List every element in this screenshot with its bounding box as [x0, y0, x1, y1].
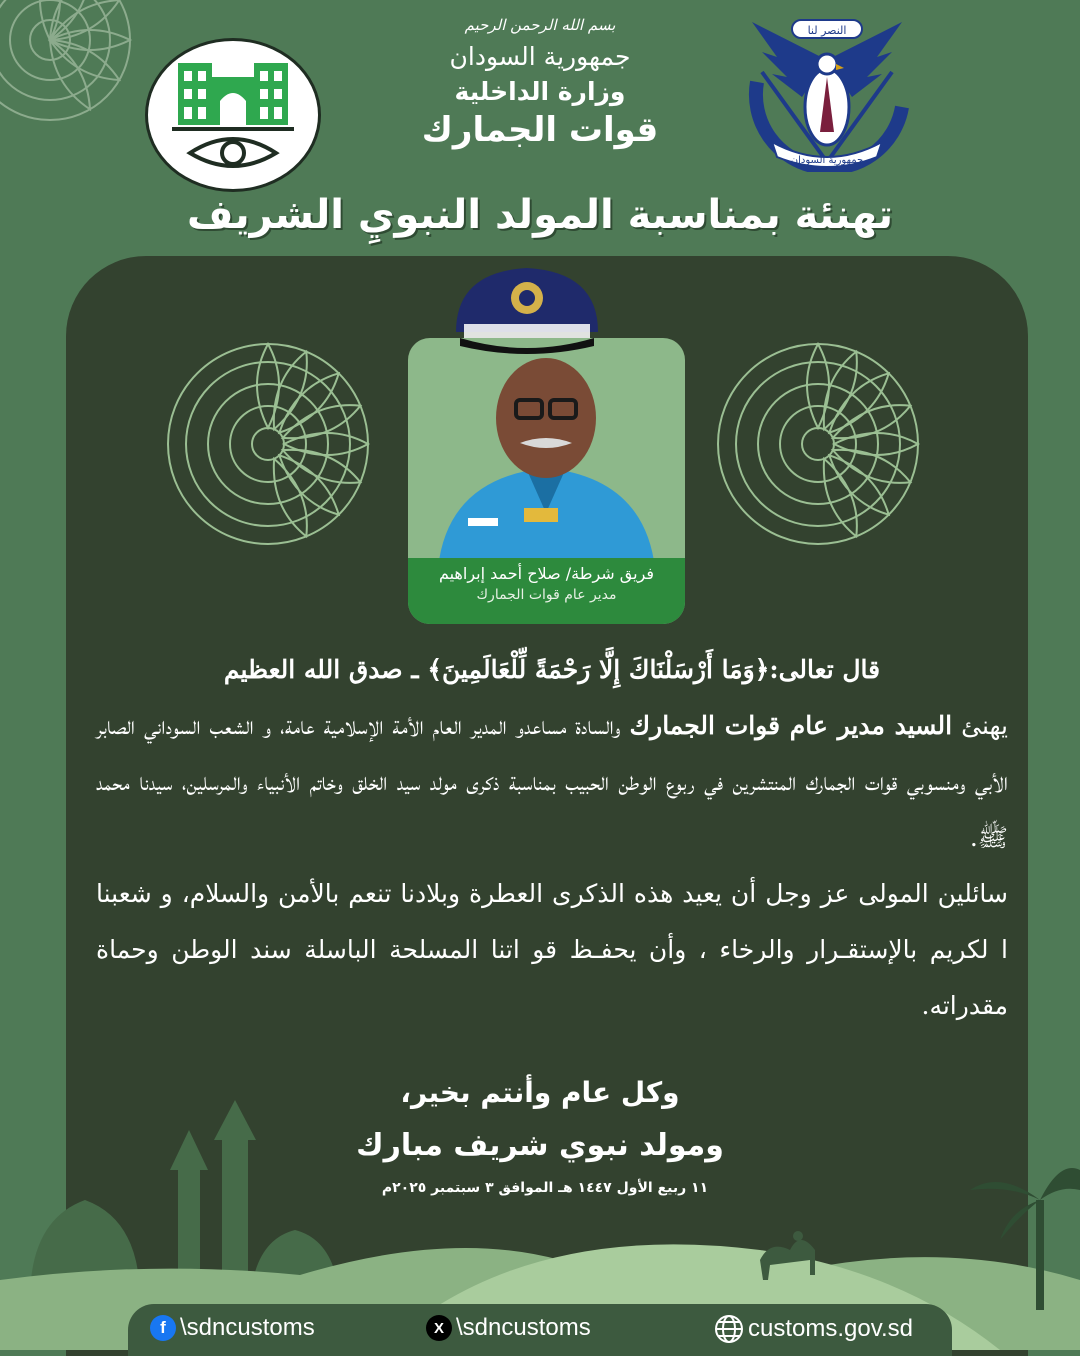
header	[330, 10, 750, 150]
director-name: فريق شرطة/ صلاح أحمد إبراهيم	[438, 564, 655, 583]
forces-name: قوات الجمارك	[421, 110, 659, 150]
message-paragraph-2: سائلين المولى عز وجل أن يعيد هذه الذكرى العطرة وبلادنا تنعم بالأمن والسلام، و شعبنا ا لكريم بالإستقـرار والرخاء ، وأن يحفـظ قو اتنا المسلحة الباسلة سند الوطن وحماة مقدراته.	[96, 879, 1008, 1020]
republic-name: جمهورية السودان	[449, 42, 631, 71]
director-caption	[408, 558, 685, 624]
quran-verse: قال تعالى:﴿وَمَا أَرْسَلْنَاكَ إِلَّا رَحْمَةً لِّلْعَالَمِينَ﴾ ـ صدق الله العظيم	[223, 655, 881, 684]
message-p1-prefix: يهنئ	[961, 711, 1008, 740]
right-mandala-ornament	[708, 334, 928, 554]
officer-cap	[446, 262, 608, 358]
message-p1-rest: والسادة مساعدو المدير العام الأمة الإسلامية عامة، و الشعب السوداني الصابر الأبي ومنسوبي قوات الجمارك المنتشرين في ربوع الوطن الحبيب بمناسبة ذكرى مولد سيد الخلق وخاتم الأنبياء والمرسلين، سيدنا محمد ﷺ.	[96, 711, 1008, 852]
emblem-top-text: النصر لنا	[807, 24, 847, 37]
date-line: ١١ ربيع الأول ١٤٤٧ هـ الموافق ٣ سبتمبر ٢٠٢٥م	[381, 1180, 709, 1196]
greeting-headline: تهنئة بمناسبة المولد النبويِ الشريف	[187, 192, 893, 238]
website-url: customs.gov.sd	[748, 1315, 913, 1342]
emblem-bottom-text: جمهورية السودان	[790, 155, 864, 166]
message-body	[96, 642, 1008, 1034]
facebook-icon: f	[150, 1315, 176, 1341]
customs-forces-logo	[145, 38, 321, 192]
x-link[interactable]	[426, 1314, 591, 1342]
x-icon: X	[426, 1315, 452, 1341]
footer-social-bar	[128, 1304, 952, 1356]
message-p1-bold: السيد مدير عام قوات الجمارك	[629, 711, 953, 740]
basmala: بسم الله الرحمن الرحيم	[464, 16, 616, 34]
left-mandala-ornament	[158, 334, 378, 554]
ministry-name: وزارة الداخلية	[454, 77, 626, 106]
corner-mandala-ornament	[0, 0, 140, 130]
globe-icon	[714, 1314, 744, 1344]
director-photo-card	[408, 338, 685, 624]
sudan-emblem	[732, 12, 922, 172]
director-portrait	[408, 338, 685, 568]
director-title: مدير عام قوات الجمارك	[476, 587, 617, 603]
facebook-handle: \sdncustoms	[180, 1314, 315, 1341]
x-handle: \sdncustoms	[456, 1314, 591, 1341]
closing-line-2: ومولد نبوي شريف مبارك	[356, 1128, 724, 1163]
message-paragraph-1	[96, 698, 1008, 866]
closing-line-1: وكل عام وأنتم بخير،	[400, 1076, 680, 1109]
website-link[interactable]	[714, 1314, 913, 1344]
facebook-link[interactable]	[150, 1314, 315, 1342]
fortress-eye-icon	[168, 55, 298, 175]
